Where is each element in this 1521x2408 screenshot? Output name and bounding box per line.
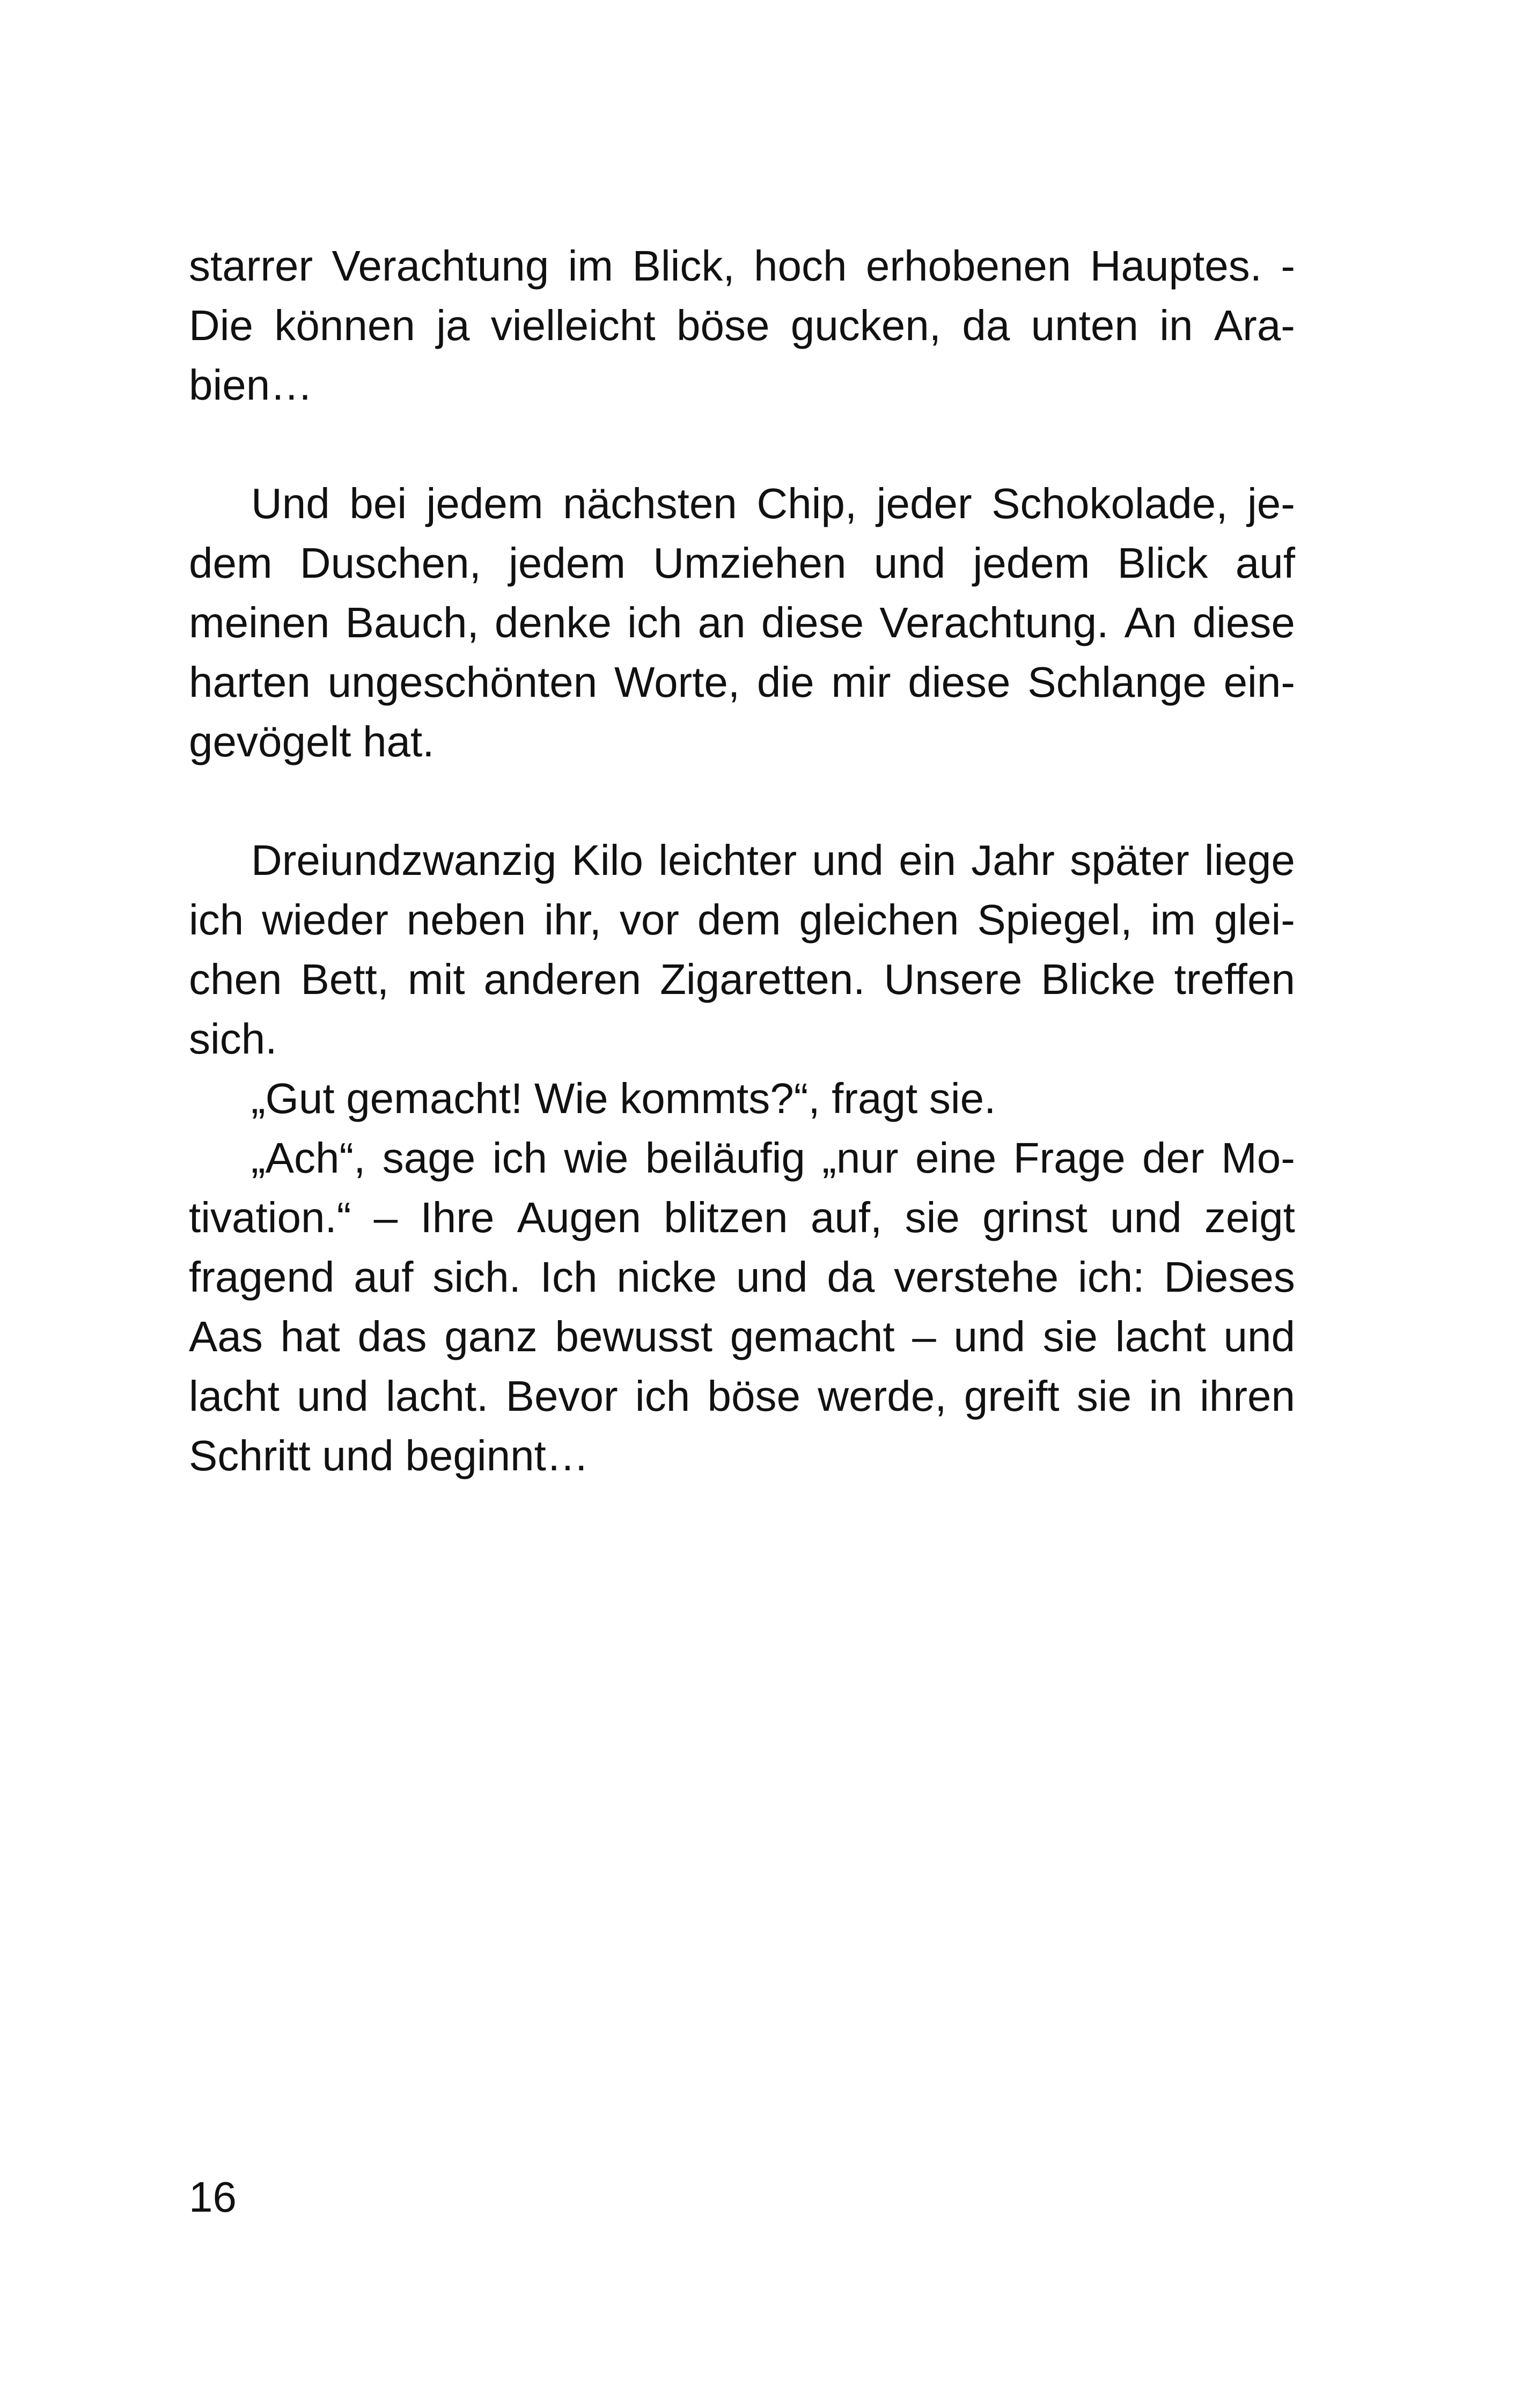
word: eine xyxy=(915,1134,997,1182)
word: ich xyxy=(627,599,682,646)
word: denke xyxy=(494,599,612,646)
word: sich. xyxy=(189,1015,277,1063)
text-line xyxy=(189,1009,1295,1069)
word: ganz xyxy=(444,1313,538,1360)
word: Schlange xyxy=(1027,658,1207,706)
word: auf xyxy=(1235,539,1295,587)
word: lacht. xyxy=(386,1372,489,1420)
word: jedem xyxy=(509,539,626,587)
word: Dieses xyxy=(1164,1253,1295,1301)
paragraph xyxy=(189,236,1295,415)
text-line xyxy=(189,1366,1295,1426)
word: Blicke xyxy=(1041,955,1156,1003)
word: diese xyxy=(908,658,1011,706)
word: Spiegel, xyxy=(977,896,1133,944)
word: beiläufig xyxy=(645,1134,805,1182)
word: zeigt xyxy=(1204,1194,1295,1241)
body-text xyxy=(189,236,1295,1485)
paragraph xyxy=(189,474,1295,771)
word: böse xyxy=(707,1372,800,1420)
word: und xyxy=(1110,1194,1182,1241)
word: das xyxy=(357,1313,427,1360)
text-line xyxy=(189,949,1295,1009)
word: mit xyxy=(407,955,465,1003)
word: sie xyxy=(1076,1372,1132,1420)
word: sie xyxy=(1042,1313,1098,1360)
word: Wie xyxy=(534,1074,608,1122)
text-line xyxy=(189,474,1295,533)
paragraph-gap xyxy=(189,771,1295,830)
paragraph xyxy=(189,1069,1295,1128)
word: „nur xyxy=(822,1134,899,1182)
paragraph-gap xyxy=(189,415,1295,474)
word: Unsere xyxy=(884,955,1023,1003)
word: jedem xyxy=(426,480,543,527)
word: sie. xyxy=(929,1074,996,1122)
paragraph xyxy=(189,1128,1295,1485)
word: bien… xyxy=(189,361,313,409)
text-line xyxy=(189,652,1295,712)
word: Und xyxy=(251,480,330,527)
word: - xyxy=(1281,242,1295,290)
word: starrer xyxy=(189,242,313,290)
text-line xyxy=(189,1188,1295,1247)
word: sie xyxy=(905,1194,960,1241)
word: Umziehen xyxy=(653,539,847,587)
word: Verachtung. xyxy=(879,599,1109,646)
word: Dreiundzwanzig xyxy=(251,836,557,884)
text-line xyxy=(189,890,1295,949)
word: fragt xyxy=(832,1074,918,1122)
word: grinst xyxy=(982,1194,1088,1241)
text-line xyxy=(189,1128,1295,1188)
word: ein xyxy=(899,836,956,884)
word: ungeschönten xyxy=(327,658,598,706)
word: Ich xyxy=(540,1253,598,1301)
word: auf xyxy=(354,1253,414,1301)
word: Bauch, xyxy=(345,599,479,646)
word: gucken, xyxy=(790,301,941,349)
word: Augen xyxy=(517,1194,641,1241)
word: ein- xyxy=(1223,658,1295,706)
word: gevögelt xyxy=(189,718,351,765)
word: – xyxy=(912,1313,936,1360)
text-line xyxy=(189,830,1295,890)
word: Ara- xyxy=(1214,301,1295,349)
word: Schokolade, xyxy=(991,480,1228,527)
word: diese xyxy=(761,599,864,646)
word: Blick, xyxy=(632,242,735,290)
word: Schritt xyxy=(189,1432,311,1479)
word: glei- xyxy=(1214,896,1295,944)
word: und xyxy=(953,1313,1025,1360)
text-line xyxy=(189,1069,1295,1128)
page-number: 16 xyxy=(189,2173,237,2221)
word: ihr, xyxy=(544,896,601,944)
word: hat xyxy=(280,1313,340,1360)
word: liege xyxy=(1204,836,1295,884)
word: leichter xyxy=(658,836,797,884)
word: sich. xyxy=(432,1253,521,1301)
word: bewusst xyxy=(555,1313,712,1360)
word: Zigaretten. xyxy=(660,955,865,1003)
text-line xyxy=(189,355,1295,415)
text-line xyxy=(189,712,1295,771)
word: werde, xyxy=(818,1372,947,1420)
text-line xyxy=(189,1426,1295,1485)
word: wie xyxy=(564,1134,629,1182)
word: an xyxy=(697,599,746,646)
word: greift xyxy=(964,1372,1060,1420)
word: können xyxy=(274,301,415,349)
word: beginnt… xyxy=(405,1432,589,1479)
word: Bett, xyxy=(300,955,389,1003)
word: – xyxy=(373,1194,398,1241)
word: Blick xyxy=(1117,539,1208,587)
word: Bevor xyxy=(505,1372,618,1420)
word: und xyxy=(812,836,884,884)
word: sage xyxy=(382,1134,476,1182)
word: vielleicht xyxy=(490,301,656,349)
word: gemacht xyxy=(730,1313,895,1360)
word: und xyxy=(736,1253,808,1301)
word: anderen xyxy=(483,955,642,1003)
word: Jahr xyxy=(971,836,1055,884)
word: chen xyxy=(189,955,282,1003)
word: und xyxy=(873,539,946,587)
word: fragend xyxy=(189,1253,335,1301)
word: der xyxy=(1142,1134,1204,1182)
text-line xyxy=(189,593,1295,652)
word: Duschen, xyxy=(299,539,481,587)
word: im xyxy=(1150,896,1196,944)
word: Aas xyxy=(189,1313,263,1360)
word: gleichen xyxy=(799,896,959,944)
word: An xyxy=(1124,599,1177,646)
word: neben xyxy=(406,896,526,944)
word: treffen xyxy=(1174,955,1295,1003)
word: und xyxy=(1223,1313,1295,1360)
word: ich xyxy=(635,1372,690,1420)
word: nicke xyxy=(616,1253,717,1301)
word: bei xyxy=(349,480,407,527)
word: nächsten xyxy=(563,480,737,527)
word: wieder xyxy=(262,896,388,944)
word: Ihre xyxy=(420,1194,495,1241)
word: dem xyxy=(189,539,273,587)
word: hat. xyxy=(363,718,435,765)
word: harten xyxy=(189,658,311,706)
text-line xyxy=(189,1307,1295,1366)
word: im xyxy=(568,242,614,290)
word: da xyxy=(962,301,1010,349)
word: „Gut xyxy=(251,1074,335,1122)
word: kommts?“, xyxy=(620,1074,820,1122)
text-line xyxy=(189,236,1295,296)
word: mir xyxy=(831,658,891,706)
word: Die xyxy=(189,301,254,349)
word: jedem xyxy=(973,539,1090,587)
word: hoch xyxy=(753,242,847,290)
word: und xyxy=(297,1372,369,1420)
word: und xyxy=(322,1432,394,1479)
text-line xyxy=(189,1247,1295,1307)
word: gemacht! xyxy=(346,1074,523,1122)
word: Kilo xyxy=(571,836,643,884)
word: ja xyxy=(436,301,470,349)
word: tivation.“ xyxy=(189,1194,351,1241)
word: Hauptes. xyxy=(1090,242,1262,290)
word: verstehe xyxy=(894,1253,1059,1301)
word: auf, xyxy=(810,1194,883,1241)
word: lacht xyxy=(189,1372,280,1420)
word: ich xyxy=(189,896,244,944)
word: ich xyxy=(492,1134,547,1182)
word: lacht xyxy=(1115,1313,1206,1360)
word: erhobenen xyxy=(865,242,1071,290)
text-line xyxy=(189,296,1295,355)
word: da xyxy=(827,1253,875,1301)
word: in xyxy=(1149,1372,1182,1420)
word: Frage xyxy=(1013,1134,1126,1182)
word: die xyxy=(756,658,814,706)
word: meinen xyxy=(189,599,330,646)
word: später xyxy=(1070,836,1189,884)
word: Verachtung xyxy=(332,242,549,290)
word: Chip, xyxy=(756,480,857,527)
word: Worte, xyxy=(614,658,740,706)
word: blitzen xyxy=(664,1194,788,1241)
word: diese xyxy=(1192,599,1295,646)
word: ihren xyxy=(1200,1372,1295,1420)
paragraph xyxy=(189,830,1295,1069)
word: ich: xyxy=(1077,1253,1145,1301)
word: „Ach“, xyxy=(251,1134,366,1182)
word: jeder xyxy=(876,480,972,527)
word: unten xyxy=(1031,301,1138,349)
word: vor xyxy=(619,896,679,944)
word: böse xyxy=(676,301,770,349)
text-line xyxy=(189,533,1295,593)
word: je- xyxy=(1247,480,1295,527)
word: Mo- xyxy=(1221,1134,1295,1182)
word: in xyxy=(1159,301,1193,349)
word: dem xyxy=(697,896,781,944)
